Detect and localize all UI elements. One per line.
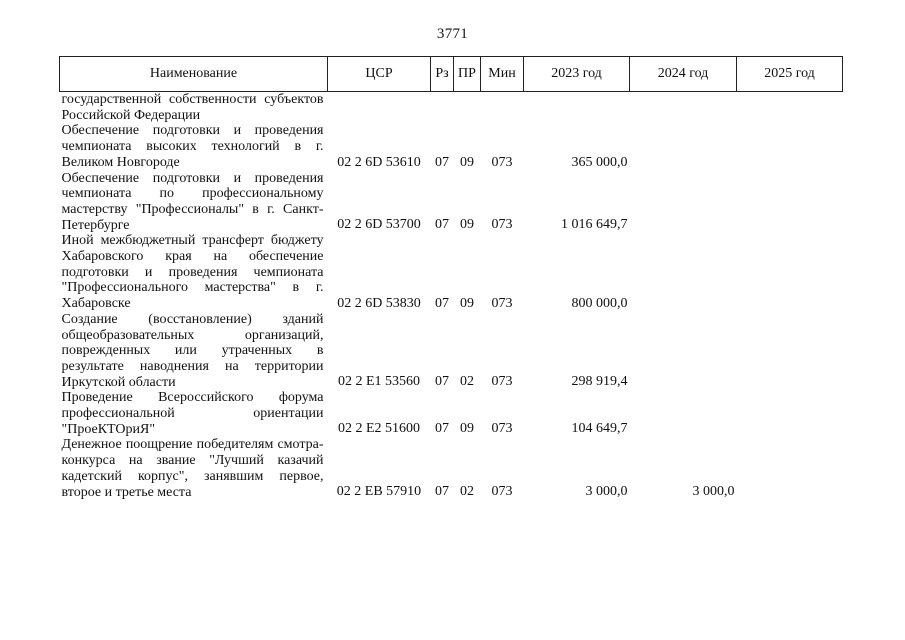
header-min: Мин (481, 57, 524, 92)
row-2025 (737, 92, 843, 124)
header-2023: 2023 год (524, 57, 630, 92)
table-row (60, 312, 843, 391)
header-csr: ЦСР (328, 57, 431, 92)
row-2023: 104 649,7 (571, 421, 628, 437)
row-rz: 07 (435, 374, 449, 390)
header-2024: 2024 год (630, 57, 737, 92)
row-csr: 02 2 6D 53610 (337, 154, 421, 170)
row-csr: 02 2 6D 53830 (337, 295, 421, 311)
row-rz: 07 (435, 295, 449, 311)
row-2025 (737, 437, 843, 500)
row-name: Денежное поощрение победителям смотра-конкурса на звание "Лучший казачий кадетский корпус", занявшим первое, второе и третье места (61, 437, 324, 500)
header-name: Наименование (60, 57, 328, 92)
budget-table (59, 56, 843, 500)
row-2023: 1 016 649,7 (561, 217, 628, 233)
row-2024 (630, 390, 737, 437)
row-min (481, 92, 524, 124)
row-min: 073 (491, 484, 513, 500)
row-2024 (630, 92, 737, 124)
row-2025 (737, 233, 843, 312)
row-csr (328, 92, 431, 124)
row-pr: 09 (460, 217, 474, 233)
row-rz: 07 (435, 421, 449, 437)
header-2025: 2025 год (737, 57, 843, 92)
header-rz: Рз (431, 57, 454, 92)
row-name: Обеспечение подготовки и проведения чемпионата высоких технологий в г. Великом Новгороде (61, 123, 324, 170)
row-rz: 07 (435, 154, 449, 170)
table-row (60, 437, 843, 500)
row-rz (431, 92, 454, 124)
row-2024 (630, 123, 737, 170)
row-2025 (737, 171, 843, 234)
row-name: Создание (восстановление) зданий общеобразовательных организаций, поврежденных или утраченных в результате наводнения на территории Иркутской области (61, 311, 324, 390)
row-pr: 09 (460, 421, 474, 437)
row-2023: 298 919,4 (571, 374, 628, 390)
row-name: государственной собственности субъектов Российской Федерации (61, 92, 324, 123)
table-row (60, 123, 843, 170)
table-row (60, 171, 843, 234)
table-row (60, 390, 843, 437)
row-2024 (630, 312, 737, 391)
table-row (60, 233, 843, 312)
row-pr (454, 92, 481, 124)
row-pr: 09 (460, 154, 474, 170)
row-min: 073 (491, 154, 513, 170)
row-2023: 365 000,0 (571, 154, 628, 170)
row-2023: 800 000,0 (571, 295, 628, 311)
row-2023: 3 000,0 (585, 484, 628, 500)
row-2025 (737, 312, 843, 391)
page-number: 3771 (436, 26, 469, 42)
header-pr: ПР (454, 57, 481, 92)
row-min: 073 (491, 217, 513, 233)
row-2025 (737, 123, 843, 170)
row-2024 (630, 233, 737, 312)
row-min: 073 (491, 374, 513, 390)
row-2023 (524, 92, 630, 124)
row-name: Обеспечение подготовки и проведения чемпионата по профессиональному мастерству "Профессионалы" в г. Санкт-Петербурге (61, 170, 324, 233)
row-min: 073 (491, 295, 513, 311)
row-2024: 3 000,0 (692, 484, 735, 500)
row-rz: 07 (435, 217, 449, 233)
row-pr: 09 (460, 295, 474, 311)
table-header (60, 57, 843, 92)
row-name: Проведение Всероссийского форума профессиональной ориентации "ПроеКТОриЯ" (61, 390, 324, 437)
row-csr: 02 2 EB 57910 (336, 484, 422, 500)
row-rz: 07 (435, 484, 449, 500)
row-min: 073 (491, 421, 513, 437)
row-pr: 02 (460, 484, 474, 500)
table-row (60, 92, 843, 124)
row-csr: 02 2 E1 53560 (337, 374, 421, 390)
row-csr: 02 2 E2 51600 (337, 421, 421, 437)
row-2024 (630, 171, 737, 234)
row-csr: 02 2 6D 53700 (337, 217, 421, 233)
row-pr: 02 (460, 374, 474, 390)
row-2025 (737, 390, 843, 437)
row-name: Иной межбюджетный трансферт бюджету Хабаровского края на обеспечение подготовки и проведения чемпионата "Профессионального мастерства" в г. Хабаровске (61, 233, 324, 312)
table-body (60, 92, 843, 501)
